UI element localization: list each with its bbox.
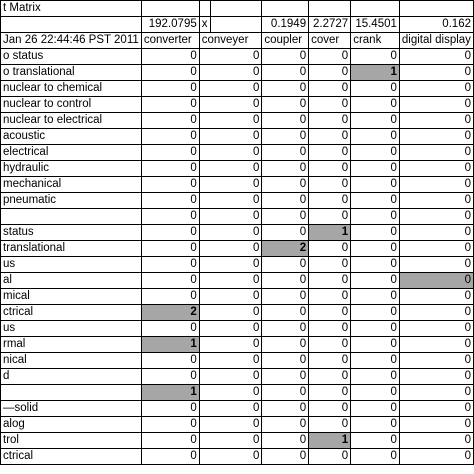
- table-row: [1, 49, 474, 65]
- matrix-cell[interactable]: 0: [309, 401, 351, 417]
- matrix-cell[interactable]: 0: [399, 65, 473, 81]
- matrix-cell[interactable]: 0: [399, 161, 473, 177]
- matrix-cell[interactable]: 0: [199, 49, 262, 65]
- matrix-cell[interactable]: 0: [351, 273, 400, 289]
- table-row: [1, 129, 474, 145]
- matrix-cell[interactable]: 0: [399, 433, 473, 449]
- matrix-cell[interactable]: 0: [309, 129, 351, 145]
- matrix-cell[interactable]: 0: [199, 353, 262, 369]
- column-header-coupler[interactable]: coupler: [262, 33, 309, 49]
- row-label[interactable]: trol: [1, 433, 142, 449]
- matrix-cell[interactable]: 1: [309, 225, 351, 241]
- row-label[interactable]: o status: [1, 49, 142, 65]
- cell[interactable]: [1, 17, 142, 33]
- matrix-cell[interactable]: 0: [262, 145, 309, 161]
- matrix-cell[interactable]: 0: [199, 225, 262, 241]
- matrix-cell[interactable]: 2: [262, 241, 309, 257]
- matrix-cell[interactable]: 0: [199, 193, 262, 209]
- matrix-cell[interactable]: 0: [262, 49, 309, 65]
- table-row: [1, 273, 474, 289]
- matrix-cell[interactable]: 0: [141, 129, 199, 145]
- matrix-cell[interactable]: 0: [309, 385, 351, 401]
- matrix-cell[interactable]: 0: [199, 417, 262, 433]
- row-label[interactable]: status: [1, 225, 142, 241]
- table-row: [1, 225, 474, 241]
- column-header-converter[interactable]: converter: [141, 33, 199, 49]
- table-row: [1, 337, 474, 353]
- row-label[interactable]: nuclear to chemical: [1, 81, 142, 97]
- matrix-cell[interactable]: 0: [309, 145, 351, 161]
- matrix-cell[interactable]: 0: [309, 177, 351, 193]
- matrix-cell[interactable]: 0: [262, 225, 309, 241]
- matrix-cell[interactable]: 0: [141, 145, 199, 161]
- cell[interactable]: [141, 1, 199, 17]
- cell[interactable]: [210, 1, 262, 17]
- matrix-cell[interactable]: 0: [351, 289, 400, 305]
- matrix-cell[interactable]: 0: [309, 369, 351, 385]
- matrix-cell[interactable]: 0: [309, 353, 351, 369]
- matrix-cell[interactable]: 0: [351, 305, 400, 321]
- matrix-cell[interactable]: 0: [262, 369, 309, 385]
- matrix-cell[interactable]: 0: [262, 177, 309, 193]
- matrix-cell[interactable]: 0: [399, 209, 473, 225]
- matrix-cell[interactable]: 0: [399, 81, 473, 97]
- matrix-cell[interactable]: 0: [262, 305, 309, 321]
- matrix-cell[interactable]: 0: [141, 65, 199, 81]
- matrix-cell[interactable]: 0: [351, 337, 400, 353]
- matrix-cell[interactable]: 0: [262, 129, 309, 145]
- matrix-cell[interactable]: 0: [262, 385, 309, 401]
- matrix-cell[interactable]: 0: [262, 81, 309, 97]
- row-label[interactable]: acoustic: [1, 129, 142, 145]
- matrix-cell[interactable]: 0: [199, 241, 262, 257]
- matrix-cell[interactable]: 0: [399, 145, 473, 161]
- matrix-cell[interactable]: 0: [141, 177, 199, 193]
- row-label[interactable]: mical: [1, 289, 142, 305]
- matrix-cell[interactable]: 0: [141, 273, 199, 289]
- table-row: [1, 97, 474, 113]
- table-row: [1, 321, 474, 337]
- matrix-cell[interactable]: 0: [199, 289, 262, 305]
- row-label[interactable]: —solid: [1, 401, 142, 417]
- matrix-cell[interactable]: 0: [262, 337, 309, 353]
- matrix-cell[interactable]: 0: [351, 449, 400, 465]
- matrix-cell[interactable]: 0: [351, 113, 400, 129]
- matrix-cell[interactable]: 0: [399, 129, 473, 145]
- matrix-cell[interactable]: 0: [399, 241, 473, 257]
- row-label[interactable]: electrical: [1, 145, 142, 161]
- table-row: [1, 449, 474, 465]
- table-row: [1, 369, 474, 385]
- cell[interactable]: [199, 1, 210, 17]
- row-label[interactable]: rmal: [1, 337, 142, 353]
- top-value-cell[interactable]: 15.4501: [351, 17, 400, 33]
- matrix-cell[interactable]: 0: [199, 449, 262, 465]
- top-value-cell[interactable]: 192.0795: [141, 17, 199, 33]
- matrix-cell[interactable]: 0: [399, 273, 473, 289]
- matrix-cell[interactable]: 0: [141, 353, 199, 369]
- matrix-cell[interactable]: 0: [199, 257, 262, 273]
- row-label[interactable]: ctrical: [1, 305, 142, 321]
- matrix-cell[interactable]: 0: [351, 81, 400, 97]
- row-label[interactable]: us: [1, 321, 142, 337]
- matrix-cell[interactable]: 0: [309, 97, 351, 113]
- matrix-cell[interactable]: 0: [141, 49, 199, 65]
- cell[interactable]: [309, 1, 351, 17]
- matrix-cell[interactable]: 0: [309, 417, 351, 433]
- matrix-cell[interactable]: 0: [141, 97, 199, 113]
- matrix-cell[interactable]: 0: [351, 385, 400, 401]
- row-label[interactable]: pneumatic: [1, 193, 142, 209]
- matrix-cell[interactable]: 0: [262, 113, 309, 129]
- matrix-cell[interactable]: 0: [351, 145, 400, 161]
- matrix-cell[interactable]: 0: [351, 401, 400, 417]
- matrix-cell[interactable]: 0: [351, 241, 400, 257]
- matrix-cell[interactable]: 0: [399, 385, 473, 401]
- matrix-cell[interactable]: 0: [399, 369, 473, 385]
- table-row: [1, 177, 474, 193]
- table-row: [1, 65, 474, 81]
- matrix-cell[interactable]: 0: [309, 49, 351, 65]
- matrix-cell[interactable]: 0: [262, 65, 309, 81]
- matrix-cell[interactable]: 0: [309, 289, 351, 305]
- matrix-cell[interactable]: 0: [199, 129, 262, 145]
- matrix-cell[interactable]: 0: [199, 433, 262, 449]
- matrix-cell[interactable]: 0: [199, 161, 262, 177]
- title-row: [1, 1, 474, 17]
- matrix-cell[interactable]: 1: [309, 433, 351, 449]
- matrix-cell[interactable]: 0: [399, 177, 473, 193]
- matrix-cell[interactable]: 0: [141, 161, 199, 177]
- matrix-cell[interactable]: 0: [399, 337, 473, 353]
- matrix-cell[interactable]: 0: [309, 257, 351, 273]
- matrix-cell[interactable]: 0: [399, 257, 473, 273]
- matrix-cell[interactable]: 0: [399, 321, 473, 337]
- matrix-cell[interactable]: 0: [262, 449, 309, 465]
- matrix-cell[interactable]: 0: [262, 97, 309, 113]
- matrix-cell[interactable]: 1: [351, 65, 400, 81]
- cell[interactable]: [262, 1, 309, 17]
- matrix-cell[interactable]: 0: [199, 113, 262, 129]
- column-header-crank[interactable]: crank: [351, 33, 400, 49]
- matrix-cell[interactable]: 0: [199, 337, 262, 353]
- matrix-cell[interactable]: 0: [141, 113, 199, 129]
- matrix-cell[interactable]: 0: [199, 401, 262, 417]
- matrix-cell[interactable]: 0: [309, 193, 351, 209]
- matrix-cell[interactable]: 0: [262, 417, 309, 433]
- matrix-cell[interactable]: 0: [199, 177, 262, 193]
- row-label[interactable]: o translational: [1, 65, 142, 81]
- matrix-cell[interactable]: 0: [399, 353, 473, 369]
- matrix-cell[interactable]: 0: [399, 225, 473, 241]
- matrix-cell[interactable]: 0: [309, 273, 351, 289]
- matrix-cell[interactable]: 0: [351, 209, 400, 225]
- header-row: [1, 33, 474, 49]
- matrix-cell[interactable]: 0: [199, 385, 262, 401]
- matrix-cell[interactable]: 0: [141, 401, 199, 417]
- row-label[interactable]: alog: [1, 417, 142, 433]
- row-label[interactable]: [1, 209, 142, 225]
- cell[interactable]: [351, 1, 400, 17]
- table-row: [1, 145, 474, 161]
- matrix-body: [1, 1, 474, 465]
- matrix-cell[interactable]: 0: [199, 65, 262, 81]
- matrix-cell[interactable]: 0: [351, 369, 400, 385]
- cell[interactable]: [399, 1, 473, 17]
- matrix-cell[interactable]: 0: [309, 337, 351, 353]
- matrix-cell[interactable]: 0: [309, 449, 351, 465]
- matrix-cell[interactable]: 0: [351, 225, 400, 241]
- matrix-cell[interactable]: 0: [351, 353, 400, 369]
- matrix-cell[interactable]: 0: [399, 193, 473, 209]
- table-row: [1, 241, 474, 257]
- matrix-cell[interactable]: 0: [309, 305, 351, 321]
- matrix-cell[interactable]: 0: [262, 193, 309, 209]
- table-row: [1, 257, 474, 273]
- matrix-cell[interactable]: 0: [141, 257, 199, 273]
- matrix-cell[interactable]: 0: [199, 209, 262, 225]
- matrix-cell[interactable]: 0: [309, 161, 351, 177]
- matrix-cell[interactable]: 0: [262, 289, 309, 305]
- matrix-cell[interactable]: 2: [141, 305, 199, 321]
- matrix-cell[interactable]: 0: [199, 97, 262, 113]
- matrix-cell[interactable]: 0: [399, 449, 473, 465]
- values-row: [1, 17, 474, 33]
- matrix-cell[interactable]: 0: [141, 369, 199, 385]
- matrix-cell[interactable]: 0: [309, 81, 351, 97]
- matrix-cell[interactable]: 0: [199, 305, 262, 321]
- table-row: [1, 289, 474, 305]
- row-label[interactable]: nical: [1, 353, 142, 369]
- matrix-cell[interactable]: 0: [141, 449, 199, 465]
- timestamp-cell[interactable]: Jan 26 22:44:46 PST 2011: [1, 33, 142, 49]
- matrix-cell[interactable]: 0: [141, 225, 199, 241]
- top-value-cell[interactable]: 0.1949: [262, 17, 309, 33]
- matrix-cell[interactable]: 0: [399, 49, 473, 65]
- table-row: [1, 209, 474, 225]
- matrix-cell[interactable]: 0: [141, 433, 199, 449]
- matrix-cell[interactable]: 0: [199, 145, 262, 161]
- table-row: [1, 113, 474, 129]
- matrix-cell[interactable]: 0: [351, 433, 400, 449]
- matrix-cell[interactable]: 0: [399, 289, 473, 305]
- matrix-cell[interactable]: 0: [141, 81, 199, 97]
- row-label[interactable]: nuclear to electrical: [1, 113, 142, 129]
- table-row: [1, 193, 474, 209]
- table-row: [1, 433, 474, 449]
- sheet-title[interactable]: t Matrix: [1, 1, 142, 17]
- matrix-cell[interactable]: 0: [351, 417, 400, 433]
- matrix-cell[interactable]: 1: [141, 337, 199, 353]
- column-header-cover[interactable]: cover: [309, 33, 351, 49]
- matrix-cell[interactable]: 0: [351, 49, 400, 65]
- top-value-cell[interactable]: x: [199, 17, 210, 33]
- matrix-cell[interactable]: 0: [309, 209, 351, 225]
- matrix-cell[interactable]: 0: [399, 417, 473, 433]
- table-row: [1, 353, 474, 369]
- matrix-cell[interactable]: 0: [199, 321, 262, 337]
- top-value-cell[interactable]: [210, 17, 262, 33]
- matrix-cell[interactable]: 0: [199, 369, 262, 385]
- matrix-cell[interactable]: 0: [399, 97, 473, 113]
- table-row: [1, 305, 474, 321]
- row-label[interactable]: ctrical: [1, 449, 142, 465]
- matrix-cell[interactable]: 1: [141, 385, 199, 401]
- matrix-cell[interactable]: 0: [262, 257, 309, 273]
- table-row: [1, 81, 474, 97]
- matrix-cell[interactable]: 0: [262, 321, 309, 337]
- matrix-cell[interactable]: 0: [141, 209, 199, 225]
- matrix-cell[interactable]: 0: [141, 417, 199, 433]
- row-label[interactable]: nuclear to control: [1, 97, 142, 113]
- matrix-cell[interactable]: 0: [262, 161, 309, 177]
- matrix-cell[interactable]: 0: [141, 289, 199, 305]
- matrix-cell[interactable]: 0: [351, 193, 400, 209]
- row-label[interactable]: translational: [1, 241, 142, 257]
- row-label[interactable]: us: [1, 257, 142, 273]
- matrix-cell[interactable]: 0: [399, 113, 473, 129]
- row-label[interactable]: hydraulic: [1, 161, 142, 177]
- matrix-cell[interactable]: 0: [199, 273, 262, 289]
- table-row: [1, 401, 474, 417]
- matrix-cell[interactable]: 0: [351, 321, 400, 337]
- table-row: [1, 161, 474, 177]
- column-header-conveyer[interactable]: conveyer: [199, 33, 262, 49]
- matrix-cell[interactable]: 0: [262, 401, 309, 417]
- matrix-cell[interactable]: 0: [309, 241, 351, 257]
- matrix-cell[interactable]: 0: [262, 353, 309, 369]
- row-label[interactable]: mechanical: [1, 177, 142, 193]
- matrix-cell[interactable]: 0: [141, 193, 199, 209]
- matrix-cell[interactable]: 0: [309, 65, 351, 81]
- top-value-cell[interactable]: 2.2727: [309, 17, 351, 33]
- matrix-cell[interactable]: 0: [399, 305, 473, 321]
- table-row: [1, 417, 474, 433]
- matrix-cell[interactable]: 0: [351, 177, 400, 193]
- top-value-cell[interactable]: 0.162: [399, 17, 473, 33]
- matrix-cell[interactable]: 0: [309, 321, 351, 337]
- matrix-cell[interactable]: 0: [141, 321, 199, 337]
- matrix-cell[interactable]: 0: [351, 97, 400, 113]
- matrix-cell[interactable]: 0: [309, 113, 351, 129]
- matrix-cell[interactable]: 0: [351, 161, 400, 177]
- matrix-cell[interactable]: 0: [262, 209, 309, 225]
- matrix-cell[interactable]: 0: [141, 241, 199, 257]
- matrix-cell[interactable]: 0: [199, 81, 262, 97]
- row-label[interactable]: al: [1, 273, 142, 289]
- matrix-cell[interactable]: 0: [351, 257, 400, 273]
- matrix-cell[interactable]: 0: [399, 401, 473, 417]
- matrix-cell[interactable]: 0: [351, 129, 400, 145]
- row-label[interactable]: d: [1, 369, 142, 385]
- matrix-cell[interactable]: 0: [262, 433, 309, 449]
- matrix-cell[interactable]: 0: [262, 273, 309, 289]
- column-header-digital-display[interactable]: digital display: [399, 33, 473, 49]
- row-label[interactable]: [1, 385, 142, 401]
- table-row: [1, 385, 474, 401]
